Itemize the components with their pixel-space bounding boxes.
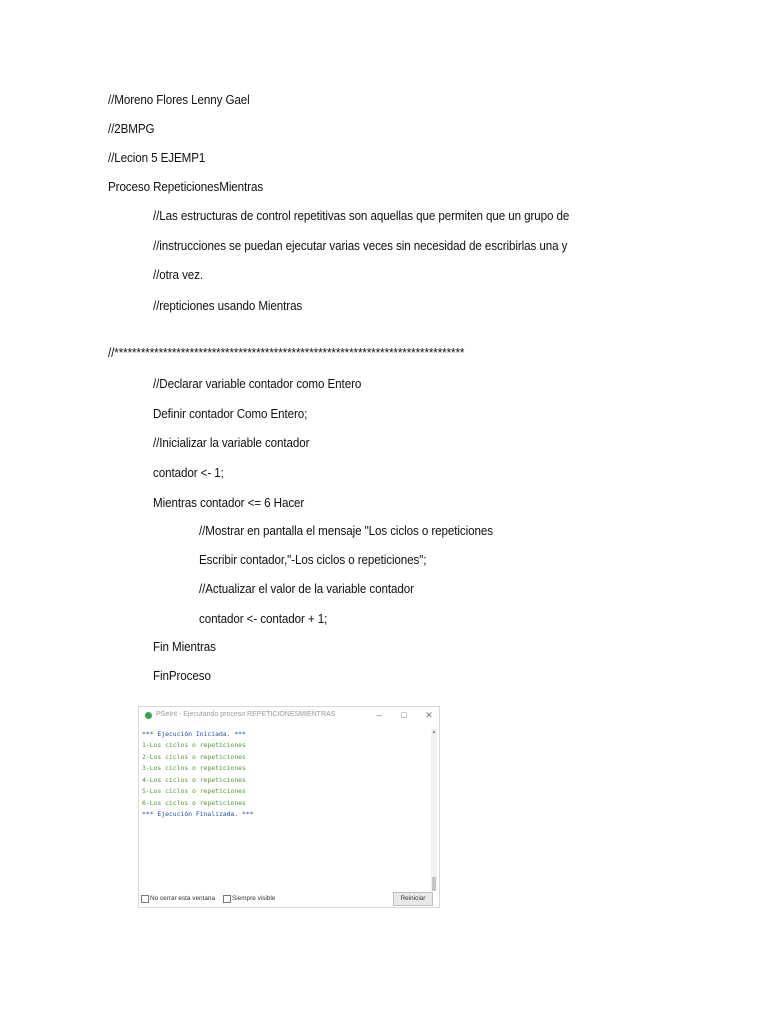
process-header: Proceso RepeticionesMientras	[108, 180, 264, 194]
description-line-1: //Las estructuras de control repetitivas son aquellas que permiten que un grupo de	[153, 209, 570, 223]
console-output-line: 1-Los ciclos o repeticiones	[142, 741, 246, 749]
group-comment: //2BMPG	[108, 122, 155, 136]
minimize-button[interactable]: –	[376, 710, 382, 720]
dont-close-label: No cerrar esta ventana	[150, 895, 216, 902]
while-statement: Mientras contador <= 6 Hacer	[153, 496, 305, 510]
init-comment: //Inicializar la variable contador	[153, 436, 310, 450]
author-comment: //Moreno Flores Lenny Gael	[108, 93, 250, 107]
console-bottom-bar	[139, 891, 439, 907]
declare-comment: //Declarar variable contador como Entero	[153, 377, 362, 391]
update-comment: //Actualizar el valor de la variable contador	[199, 582, 414, 596]
console-start-line: *** Ejecución Iniciada. ***	[142, 730, 246, 738]
description-line-3: //otra vez.	[153, 268, 204, 282]
console-output	[140, 727, 430, 891]
console-output-line: 3-Los ciclos o repeticiones	[142, 764, 246, 772]
console-end-line: *** Ejecución Finalizada. ***	[142, 810, 254, 818]
console-scrollbar[interactable]	[431, 729, 437, 891]
console-window	[138, 706, 440, 908]
console-title: PSeInt - Ejecutando proceso REPETICIONESMIENTRAS	[156, 711, 336, 718]
write-statement: Escribir contador,"-Los ciclos o repeticiones";	[199, 553, 427, 567]
console-output-line: 5-Los ciclos o repeticiones	[142, 787, 246, 795]
scroll-up-icon[interactable]: ▲	[431, 729, 437, 735]
init-statement: contador <- 1;	[153, 466, 224, 480]
dont-close-checkbox[interactable]	[141, 895, 149, 903]
always-visible-label: Siempre visible	[232, 895, 276, 902]
define-statement: Definir contador Como Entero;	[153, 407, 308, 421]
description-line-2: //instrucciones se puedan ejecutar varias veces sin necesidad de escribirlas una y	[153, 239, 568, 253]
print-comment: //Mostrar en pantalla el mensaje "Los ciclos o repeticiones	[199, 524, 493, 538]
always-visible-checkbox[interactable]	[223, 895, 231, 903]
end-while-statement: Fin Mientras	[153, 640, 216, 654]
console-output-line: 6-Los ciclos o repeticiones	[142, 799, 246, 807]
description-line-4: //repticiones usando Mientras	[153, 299, 303, 313]
console-output-line: 4-Los ciclos o repeticiones	[142, 776, 246, 784]
maximize-button[interactable]: □	[401, 710, 407, 720]
end-process-statement: FinProceso	[153, 669, 211, 683]
scrollbar-thumb[interactable]	[432, 877, 436, 891]
close-button[interactable]: ✕	[425, 710, 433, 720]
console-output-line: 2-Los ciclos o repeticiones	[142, 753, 246, 761]
lesson-comment: //Lecion 5 EJEMP1	[108, 151, 206, 165]
pseint-app-icon	[145, 712, 152, 719]
increment-statement: contador <- contador + 1;	[199, 612, 328, 626]
separator-comment: //*******************************************************************************	[108, 346, 465, 360]
console-titlebar	[139, 707, 439, 725]
reset-button[interactable]: Reiniciar	[393, 892, 433, 906]
